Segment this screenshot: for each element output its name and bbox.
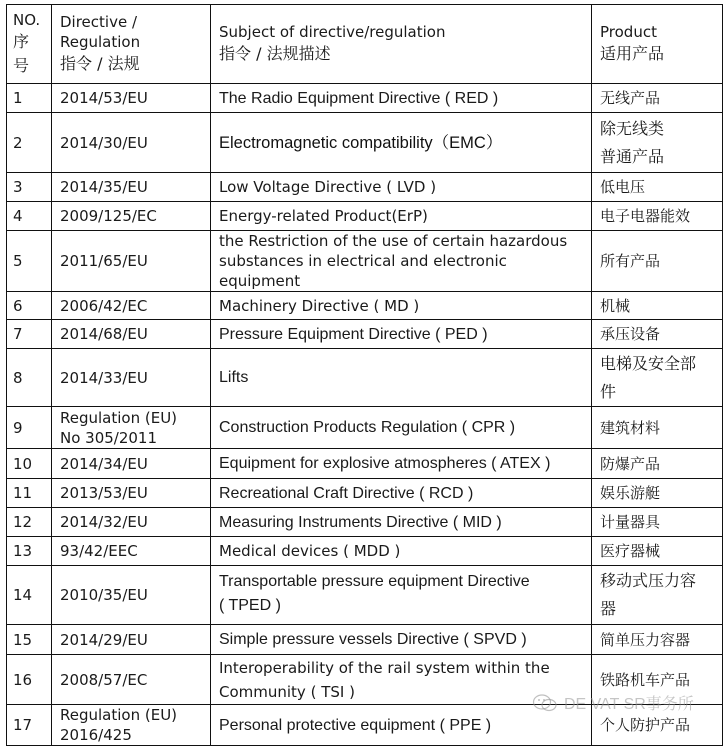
- cell-directive: 2013/53/EU: [52, 479, 211, 508]
- cell-directive: 93/42/EEC: [52, 537, 211, 566]
- header-subject-en: Subject of directive/regulation: [219, 23, 446, 41]
- cell-directive: 2014/35/EU: [52, 173, 211, 202]
- header-no-en: NO.: [13, 11, 41, 29]
- subject-text: The Radio Equipment Directive ( RED ): [219, 89, 499, 107]
- table-row: [7, 705, 723, 746]
- cell-no: 15: [7, 625, 52, 655]
- cell-directive: 2014/30/EU: [52, 113, 211, 173]
- table-row: [7, 113, 723, 173]
- cell-product: 无线产品: [592, 84, 723, 113]
- cell-product: 低电压: [592, 173, 723, 202]
- header-directive: [52, 5, 211, 84]
- directive-line-2: No 305/2011: [60, 428, 158, 447]
- subject-line-1: Transportable pressure equipment Directive: [219, 573, 530, 590]
- cell-no: 12: [7, 508, 52, 537]
- cell-no: 6: [7, 292, 52, 320]
- table-row: [7, 449, 723, 479]
- cell-subject: [211, 349, 592, 407]
- table-row: [7, 349, 723, 407]
- cell-subject: Machinery Directive ( MD ): [211, 292, 592, 320]
- cell-product: 建筑材料: [592, 407, 723, 449]
- cell-directive: 2014/32/EU: [52, 508, 211, 537]
- table-row: [7, 508, 723, 537]
- directive-line-1: Regulation (EU): [60, 408, 178, 427]
- subject-line-2: Community ( TSI ): [219, 682, 355, 701]
- cell-subject: [211, 479, 592, 508]
- subject-text: Construction Products Regulation ( CPR ): [219, 419, 516, 436]
- cell-product: 娱乐游艇: [592, 479, 723, 508]
- cell-directive: 2014/29/EU: [52, 625, 211, 655]
- cell-no: 2: [7, 113, 52, 173]
- cell-product: 计量器具: [592, 508, 723, 537]
- cell-no: 14: [7, 566, 52, 625]
- cell-no: 4: [7, 202, 52, 231]
- cell-no: 5: [7, 231, 52, 292]
- cell-product: 机械: [592, 292, 723, 320]
- subject-text: Measuring Instruments Directive ( MID ): [219, 513, 502, 531]
- product-line-2: 器: [600, 599, 617, 618]
- header-directive-cn: 指令 / 法规: [60, 54, 140, 73]
- cell-subject: [211, 231, 592, 292]
- cell-product: 承压设备: [592, 320, 723, 349]
- product-line-1: 电梯及安全部: [600, 353, 697, 373]
- table-row: [7, 566, 723, 625]
- subject-text: Equipment for explosive atmospheres ( ATEX ): [219, 455, 551, 472]
- header-subject-cn: 指令 / 法规描述: [219, 44, 331, 63]
- table-row: [7, 173, 723, 202]
- subject-line-2: substances in electrical and electronic equipment: [219, 252, 507, 290]
- watermark-text: DE VAT SR事务所: [564, 696, 694, 713]
- subject-text: Lifts: [219, 369, 249, 386]
- eu-directives-table: [6, 4, 723, 746]
- product-line-2: 普通产品: [600, 146, 665, 166]
- cell-product: 铁路机车产品: [592, 655, 723, 705]
- cell-product: [592, 349, 723, 407]
- cell-subject: Energy-related Product(ErP): [211, 202, 592, 231]
- table-header-row: [7, 5, 723, 84]
- cell-subject: [211, 113, 592, 173]
- cell-no: 3: [7, 173, 52, 202]
- subject-text: Electromagnetic compatibility（EMC）: [219, 133, 503, 152]
- header-subject: [211, 5, 592, 84]
- table-row: [7, 84, 723, 113]
- cell-directive: 2011/65/EU: [52, 231, 211, 292]
- cell-subject: [211, 508, 592, 537]
- cell-subject: [211, 449, 592, 479]
- subject-text: Pressure Equipment Directive ( PED ): [219, 325, 488, 343]
- subject-text: Recreational Craft Directive ( RCD ): [219, 484, 474, 502]
- table-row: [7, 407, 723, 449]
- table-row: [7, 292, 723, 320]
- cell-subject: [211, 84, 592, 113]
- cell-product: 简单压力容器: [592, 625, 723, 655]
- subject-text: Simple pressure vessels Directive ( SPVD ): [219, 631, 527, 648]
- cell-directive: 2014/68/EU: [52, 320, 211, 349]
- cell-product: 所有产品: [592, 231, 723, 292]
- cell-directive: [52, 705, 211, 746]
- cell-directive: 2009/125/EC: [52, 202, 211, 231]
- table-row: [7, 655, 723, 705]
- table-row: [7, 537, 723, 566]
- cell-directive: 2010/35/EU: [52, 566, 211, 625]
- cell-subject: [211, 320, 592, 349]
- header-no-cn-1: 序: [13, 32, 30, 51]
- cell-directive: 2014/33/EU: [52, 349, 211, 407]
- subject-line-2: ( TPED ): [219, 597, 281, 614]
- cell-product: [592, 566, 723, 625]
- subject-line-1: Interoperability of the rail system within the: [219, 658, 550, 677]
- cell-subject: [211, 705, 592, 746]
- directive-line-1: Regulation (EU): [60, 706, 178, 724]
- table-row: [7, 625, 723, 655]
- cell-subject: Medical devices ( MDD ): [211, 537, 592, 566]
- directive-line-2: 2016/425: [60, 726, 132, 744]
- table-row: [7, 231, 723, 292]
- product-line-1: 移动式压力容: [600, 571, 697, 590]
- cell-subject: [211, 655, 592, 705]
- subject-line-1: the Restriction of the use of certain hazardous: [219, 232, 568, 250]
- cell-no: 17: [7, 705, 52, 746]
- cell-no: 1: [7, 84, 52, 113]
- cell-product: 防爆产品: [592, 449, 723, 479]
- cell-no: 8: [7, 349, 52, 407]
- cell-no: 9: [7, 407, 52, 449]
- cell-directive: 2014/53/EU: [52, 84, 211, 113]
- table-row: [7, 202, 723, 231]
- table-row: [7, 479, 723, 508]
- table-row: [7, 320, 723, 349]
- cell-subject: [211, 407, 592, 449]
- cell-directive: 2008/57/EC: [52, 655, 211, 705]
- cell-no: 13: [7, 537, 52, 566]
- cell-no: 7: [7, 320, 52, 349]
- cell-no: 16: [7, 655, 52, 705]
- cell-directive: 2006/42/EC: [52, 292, 211, 320]
- header-directive-en-2: Regulation: [60, 33, 141, 51]
- product-line-2: 件: [600, 381, 617, 401]
- cell-product: 电子电器能效: [592, 202, 723, 231]
- cell-subject: Low Voltage Directive ( LVD ): [211, 173, 592, 202]
- header-directive-en-1: Directive /: [60, 13, 138, 31]
- header-product: [592, 5, 723, 84]
- cell-directive: [52, 407, 211, 449]
- cell-product: 医疗器械: [592, 537, 723, 566]
- header-no-cn-2: 号: [13, 56, 30, 75]
- header-no: [7, 5, 52, 84]
- header-product-cn: 适用产品: [600, 44, 665, 63]
- subject-text: Personal protective equipment ( PPE ): [219, 716, 492, 734]
- cell-subject: [211, 625, 592, 655]
- header-product-en: Product: [600, 23, 657, 41]
- cell-subject: [211, 566, 592, 625]
- cell-no: 10: [7, 449, 52, 479]
- cell-product: [592, 113, 723, 173]
- product-line-1: 除无线类: [600, 118, 665, 138]
- cell-product: 个人防护产品: [592, 705, 723, 746]
- cell-directive: 2014/34/EU: [52, 449, 211, 479]
- cell-no: 11: [7, 479, 52, 508]
